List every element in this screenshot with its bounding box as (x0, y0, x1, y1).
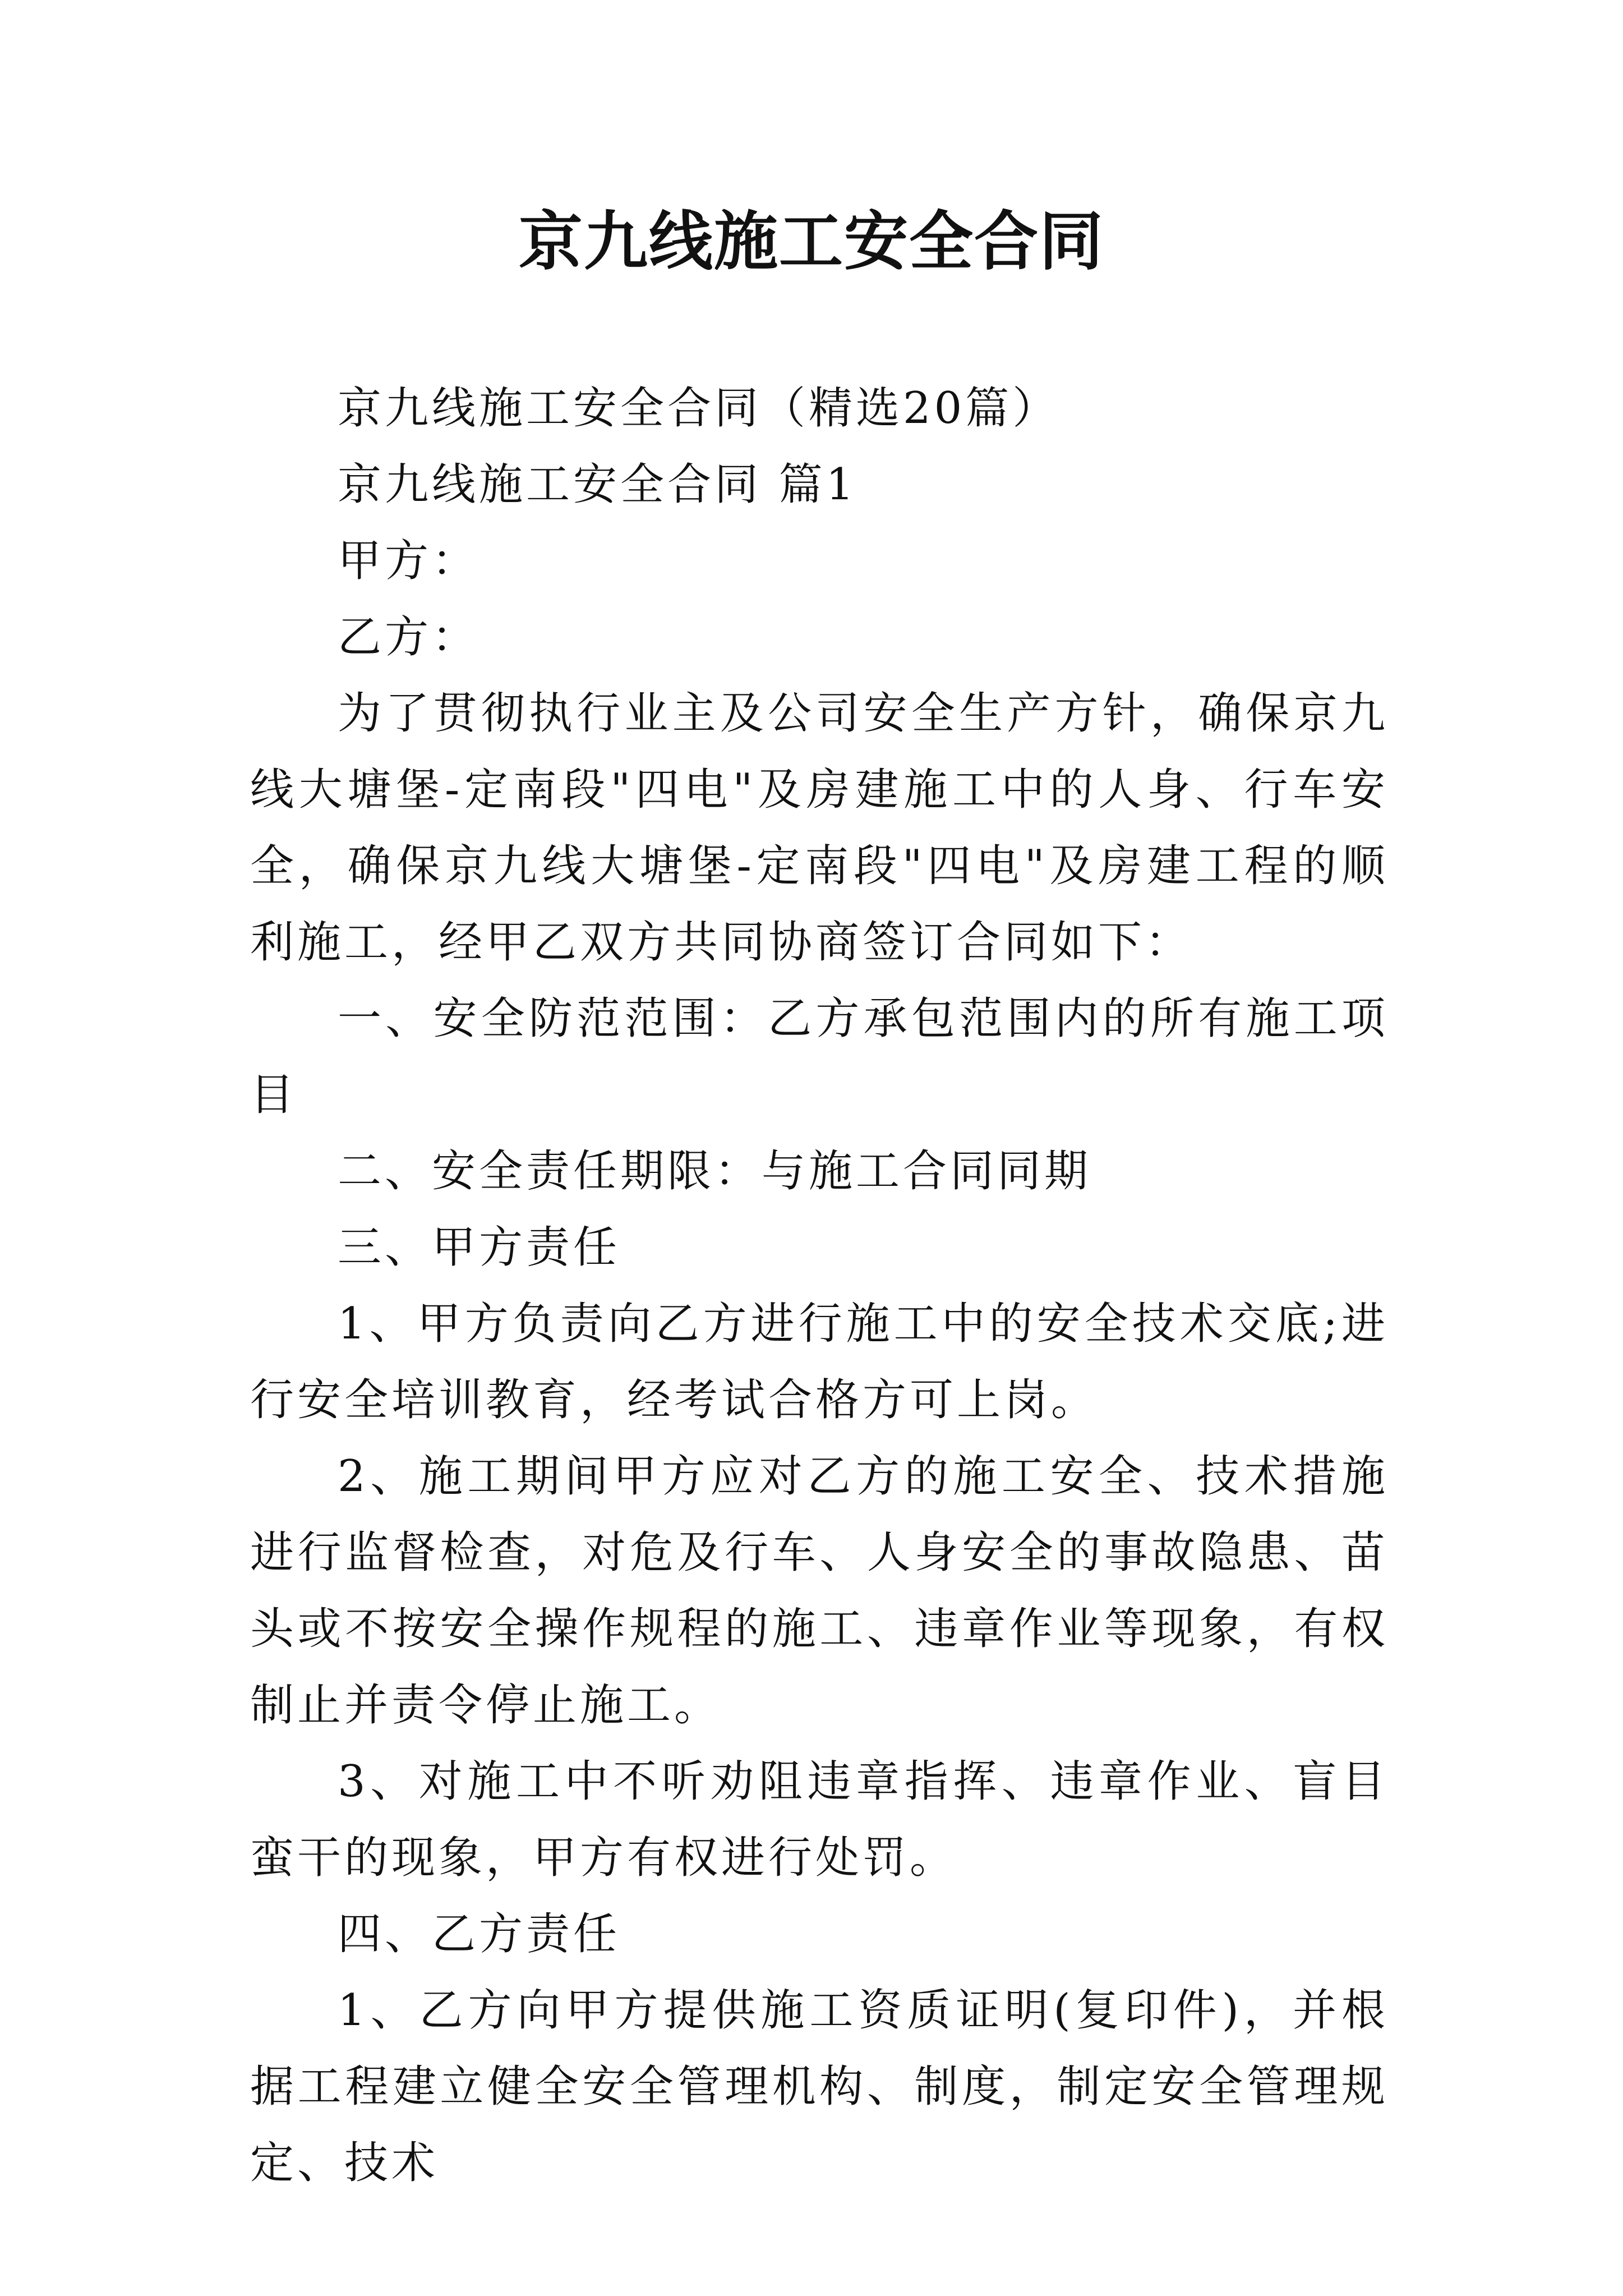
document-body (250, 370, 1389, 2201)
paragraph-party-a: 甲方： (338, 536, 479, 586)
paragraph-section-heading: 京九线施工安全合同 篇1 (338, 459, 857, 510)
paragraph-subtitle: 京九线施工安全合同（精选20篇） (338, 383, 1060, 434)
paragraph-party-a-duties-heading: 三、甲方责任 (338, 1222, 621, 1273)
paragraph-scope: 一、安全防范范围：乙方承包范围内的所有施工项目 (250, 993, 1389, 1120)
paragraph-party-b-duties-heading: 四、乙方责任 (338, 1909, 621, 1959)
paragraph-party-a-duty-3: 3、对施工中不听劝阻违章指挥、违章作业、盲目蛮干的现象，甲方有权进行处罚。 (250, 1756, 1389, 1883)
paragraph-party-a-duty-2: 2、施工期间甲方应对乙方的施工安全、技术措施进行监督检查，对危及行车、人身安全的事故隐患、苗头或不按安全操作规程的施工、违章作业等现象，有权制止并责令停止施工。 (250, 1451, 1389, 1731)
paragraph-party-a-duty-1: 1、甲方负责向乙方进行施工中的安全技术交底;进行安全培训教育，经考试合格方可上岗。 (250, 1299, 1389, 1425)
paragraph-preamble: 为了贯彻执行业主及公司安全生产方针，确保京九线大塘堡-定南段"四电"及房建施工中的人身、行车安全，确保京九线大塘堡-定南段"四电"及房建工程的顺利施工，经甲乙双方共同协商签订合同如下： (250, 688, 1389, 968)
paragraph-party-b: 乙方： (338, 612, 479, 662)
paragraph-party-b-duty-1: 1、乙方向甲方提供施工资质证明(复印件)，并根据工程建立健全安全管理机构、制度，制定安全管理规定、技术 (250, 1985, 1389, 2188)
paragraph-term: 二、安全责任期限：与施工合同同期 (338, 1146, 1092, 1197)
document-title: 京九线施工安全合同 (518, 204, 1104, 279)
